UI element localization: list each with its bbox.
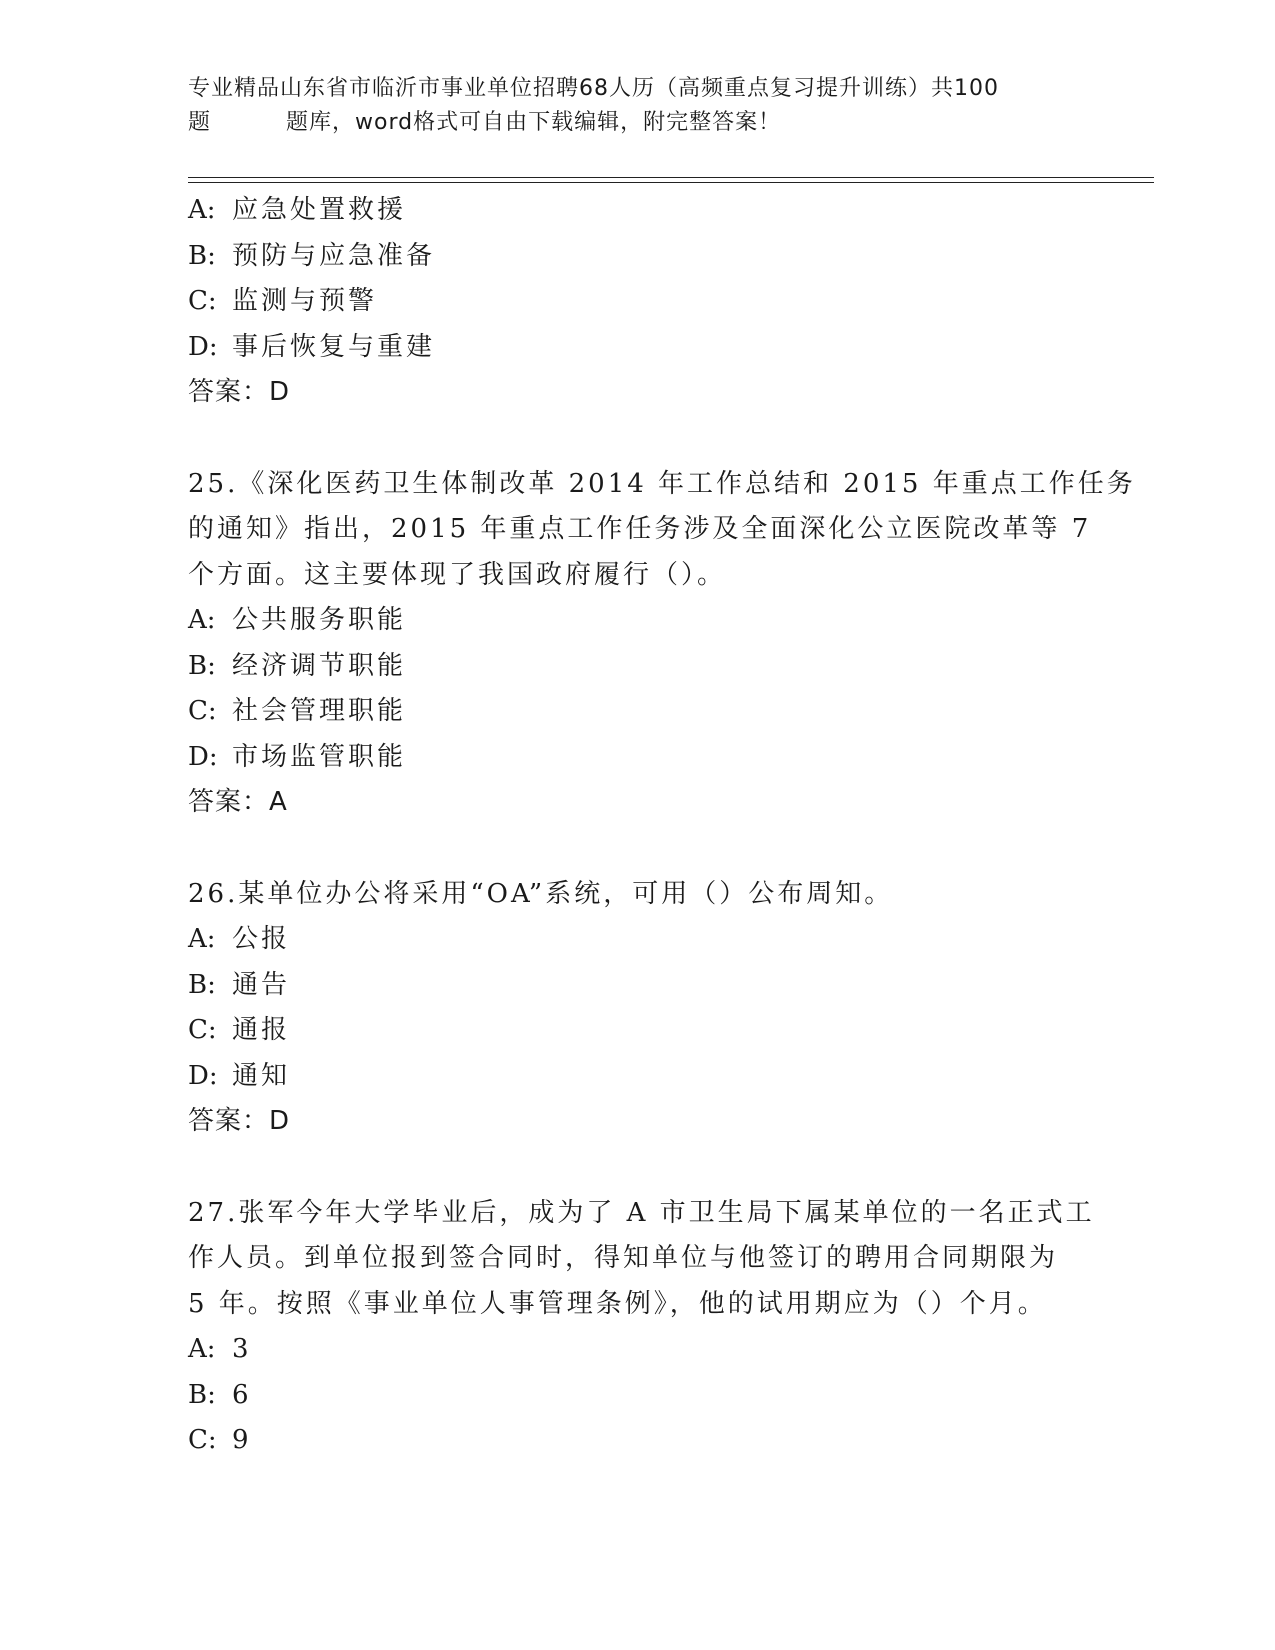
option-text: 应急处置救援 xyxy=(232,195,407,225)
option-c xyxy=(188,1418,1088,1464)
option-key: D: xyxy=(188,331,218,362)
option-a xyxy=(188,917,1088,963)
question-stem-line: 25.《深化医药卫生体制改革 2014 年工作总结和 2015 年重点工作任务 xyxy=(188,468,1136,499)
document-header xyxy=(188,72,1068,140)
option-key: A: xyxy=(188,605,216,635)
spacer xyxy=(188,416,1088,462)
question-block-prev xyxy=(188,188,1088,416)
option-key: A: xyxy=(188,924,216,954)
header-divider-bottom xyxy=(188,182,1154,183)
option-key: A: xyxy=(188,195,216,225)
option-key: A: xyxy=(188,1334,216,1364)
option-key: C: xyxy=(188,286,217,316)
option-b xyxy=(188,234,1088,280)
option-key: C: xyxy=(188,696,217,726)
option-key: C: xyxy=(188,1015,217,1045)
option-text: 经济调节职能 xyxy=(232,650,407,681)
question-block-26 xyxy=(188,872,1088,1145)
option-c xyxy=(188,689,1088,735)
answer-line: 答案：D xyxy=(188,377,291,407)
option-a xyxy=(188,1327,1088,1373)
option-text: 6 xyxy=(232,1379,252,1410)
option-text: 9 xyxy=(232,1425,252,1455)
header-subtitle: 题库，word格式可自由下载编辑，附完整答案！ xyxy=(286,110,782,135)
option-text: 公共服务职能 xyxy=(232,605,407,635)
option-text: 市场监管职能 xyxy=(232,741,407,772)
option-b xyxy=(188,963,1088,1009)
option-b xyxy=(188,644,1088,690)
option-text: 社会管理职能 xyxy=(232,696,407,726)
option-key: B: xyxy=(188,969,216,1000)
option-a xyxy=(188,188,1088,234)
option-text: 监测与预警 xyxy=(232,286,378,316)
header-label: 题 xyxy=(188,110,212,135)
option-text: 事后恢复与重建 xyxy=(232,331,436,362)
header-divider-top xyxy=(188,177,1154,178)
question-list xyxy=(188,188,1136,1464)
option-text: 公报 xyxy=(232,924,291,954)
question-stem-line: 5 年。按照《事业单位人事管理条例》，他的试用期应为（）个月。 xyxy=(188,1288,1047,1319)
option-key: D: xyxy=(188,741,218,772)
option-text: 3 xyxy=(232,1334,252,1364)
option-key: B: xyxy=(188,1379,216,1410)
option-key: C: xyxy=(188,1425,217,1455)
question-block-25 xyxy=(188,462,1136,826)
option-a xyxy=(188,598,1088,644)
answer-line: 答案：D xyxy=(188,1106,291,1136)
option-c xyxy=(188,1008,1088,1054)
question-stem-line: 26.某单位办公将采用“OA”系统，可用（）公布周知。 xyxy=(188,878,894,909)
spacer xyxy=(188,826,1088,872)
question-stem-line: 作人员。到单位报到签合同时，得知单位与他签订的聘用合同期限为 xyxy=(188,1243,1059,1273)
question-stem-line: 的通知》指出，2015 年重点工作任务涉及全面深化公立医院改革等 7 xyxy=(188,514,1092,544)
option-key: D: xyxy=(188,1060,218,1091)
option-d xyxy=(188,1054,1088,1100)
question-stem-line: 个方面。这主要体现了我国政府履行（）。 xyxy=(188,559,727,590)
option-text: 通知 xyxy=(232,1060,291,1091)
option-key: B: xyxy=(188,650,216,681)
answer-line: 答案：A xyxy=(188,787,288,817)
spacer xyxy=(188,1145,1088,1191)
option-key: B: xyxy=(188,240,216,271)
option-d xyxy=(188,325,1088,371)
question-stem-line: 27.张军今年大学毕业后，成为了 A 市卫生局下属某单位的一名正式工 xyxy=(188,1197,1095,1228)
option-text: 预防与应急准备 xyxy=(232,240,436,271)
question-block-27 xyxy=(188,1191,1095,1464)
header-title-line2 xyxy=(188,106,1068,140)
option-text: 通告 xyxy=(232,969,291,1000)
option-b xyxy=(188,1373,1088,1419)
option-text: 通报 xyxy=(232,1015,291,1045)
option-c xyxy=(188,279,1088,325)
header-title-line1: 专业精品山东省市临沂市事业单位招聘68人历（高频重点复习提升训练）共100 xyxy=(188,76,999,101)
option-d xyxy=(188,735,1088,781)
